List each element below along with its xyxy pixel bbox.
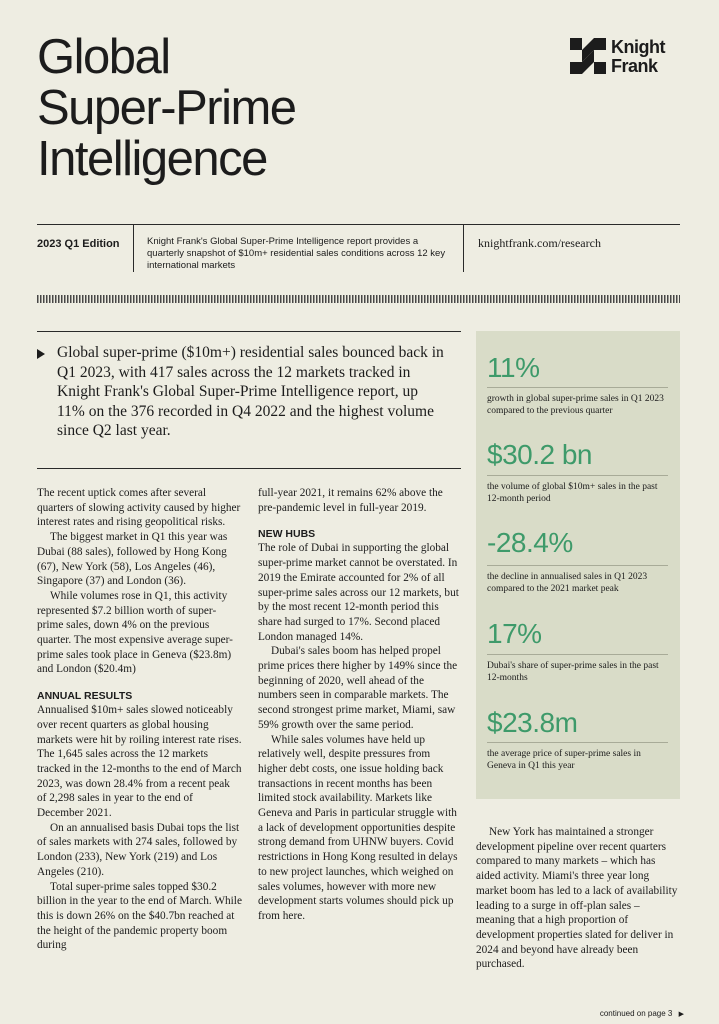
triangle-right-icon: ▶ xyxy=(678,1011,684,1018)
header-divider-2 xyxy=(463,224,464,272)
body-paragraph: The recent uptick comes after several quarters of slowing activity caused by higher interest rates and rising geopolitical risks. xyxy=(37,487,241,529)
stat-value-decline: -28.4% xyxy=(487,527,573,558)
page-title xyxy=(37,32,517,185)
dotted-separator xyxy=(37,295,680,303)
intro-text: Knight Frank's Global Super-Prime Intelligence report provides a quarterly snapshot of $10m+ residential sales conditions across 12 key international markets xyxy=(147,236,446,271)
edition-label: 2023 Q1 Edition xyxy=(37,238,120,250)
logo-line-2: Frank xyxy=(611,56,658,76)
section-heading-new-hubs: NEW HUBS xyxy=(258,528,316,541)
continued-link[interactable] xyxy=(560,1009,684,1018)
title-line-1: Global xyxy=(37,30,170,84)
stat-desc-annual-volume: the volume of global $10m+ sales in the past 12-month period xyxy=(487,482,658,504)
title-line-2: Super-Prime xyxy=(37,81,296,135)
stat-divider xyxy=(487,475,668,476)
logo-line-1: Knight xyxy=(611,37,665,57)
stat-divider xyxy=(487,654,668,655)
triangle-bullet-icon xyxy=(37,349,45,359)
research-url-link[interactable]: knightfrank.com/research xyxy=(478,236,601,250)
stat-value-dubai-share: 17% xyxy=(487,618,542,649)
continued-label: continued on page 3 xyxy=(599,1009,673,1018)
knight-frank-logo xyxy=(570,38,690,82)
title-line-3: Intelligence xyxy=(37,132,267,186)
stat-divider xyxy=(487,387,668,388)
stat-value-geneva-price: $23.8m xyxy=(487,707,578,738)
stat-value-annual-volume: $30.2 bn xyxy=(487,439,592,470)
body-column-3 xyxy=(476,825,681,972)
key-stats-panel xyxy=(476,331,680,799)
logo-wordmark xyxy=(611,38,665,76)
body-paragraph: While sales volumes have held up relatively well, despite pressures from higher debt costs, one issue holding back transactions in recent months has been limited stock availability. Markets like Geneva and Paris in particular struggle with a lack of development opportunities despite strong demand from UHNW buyers. Covid restrictions in Hong Kong resulted in delays to new project launches, which weighed on sales volumes, however with more new development starts volumes should pick up from here. xyxy=(258,733,458,922)
body-paragraph: New York has maintained a stronger development pipeline over recent quarters compared to many markets – which has aided activity. Miami's three year long market boom has led to a lack of availability leading to a surge in off-plan sales – meaning that a high proportion of development properties slated for deliver in 2024 and beyond have already been purchased. xyxy=(476,826,678,971)
lead-paragraph: Global super-prime ($10m+) residential sales bounced back in Q1 2023, with 417 sales across the 12 markets tracked in Knight Frank's Global Super-Prime Intelligence report, up 11% on the 376 recorded in Q4 2022 and the highest volume since Q2 last year. xyxy=(57,344,444,439)
body-paragraph: Dubai's sales boom has helped propel prime prices there higher by 149% since the beginning of 2020, well ahead of the numbers seen in comparable markets. The second strongest prime market, Miami, saw 59% growth over the same period. xyxy=(258,645,458,731)
body-column-1 xyxy=(37,486,242,953)
stat-divider xyxy=(487,565,668,566)
stat-divider xyxy=(487,742,668,743)
body-paragraph: The biggest market in Q1 this year was Dubai (88 sales), followed by Hong Kong (67), New York (58), Los Angeles (46), Singapore (37) and London (36). xyxy=(37,531,228,588)
stat-desc-geneva-price: the average price of super-prime sales in Geneva in Q1 this year xyxy=(487,749,641,771)
stat-desc-dubai-share: Dubai's share of super-prime sales in the past 12-months xyxy=(487,661,659,683)
lead-rule-top xyxy=(37,331,461,332)
body-paragraph: full-year 2021, it remains 62% above the pre-pandemic level in full-year 2019. xyxy=(258,487,443,514)
body-paragraph: While volumes rose in Q1, this activity represented $7.2 billion worth of super-prime sales, down 4% on the previous quarter. The most expensive average super-prime sales took place in Geneva ($23.8m) and London ($20.4m) xyxy=(37,589,233,676)
body-paragraph: Total super-prime sales topped $30.2 billion in the year to the end of March. While this is down 26% on the $40.7bn reached at the height of the pandemic property boom during xyxy=(37,880,242,952)
section-heading-annual-results: ANNUAL RESULTS xyxy=(37,690,133,703)
body-paragraph: On an annualised basis Dubai tops the list of sales markets with 274 sales, followed by London (233), New York (219) and Los Angeles (210). xyxy=(37,821,240,878)
stat-desc-decline: the decline in annualised sales in Q1 2023 compared to the 2021 market peak xyxy=(487,572,648,594)
stat-value-sales-growth: 11% xyxy=(487,352,540,383)
body-paragraph: The role of Dubai in supporting the global super-prime market cannot be overstated. In 2019 the Emirate accounted for 2% of all super-prime sales across our 12 markets, but by the most recent 12-month period this share had surged to 17%. Second placed London managed 14%. xyxy=(258,542,459,643)
header-divider-1 xyxy=(133,224,134,272)
lead-rule-bottom xyxy=(37,468,461,469)
body-column-2 xyxy=(258,486,461,924)
knight-frank-logo-mark-icon xyxy=(570,38,606,74)
stat-desc-sales-growth: growth in global super-prime sales in Q1 2023 compared to the previous quarter xyxy=(487,394,664,416)
body-paragraph: Annualised $10m+ sales slowed noticeably over recent quarters as global housing markets were hit by roiling interest rate rises. The 1,645 sales across the 12 markets tracked in the 12-months to the end of March 2023, was down 28.4% from a recent peak of 2,298 sales in year to the end of December 2021. xyxy=(37,704,242,820)
